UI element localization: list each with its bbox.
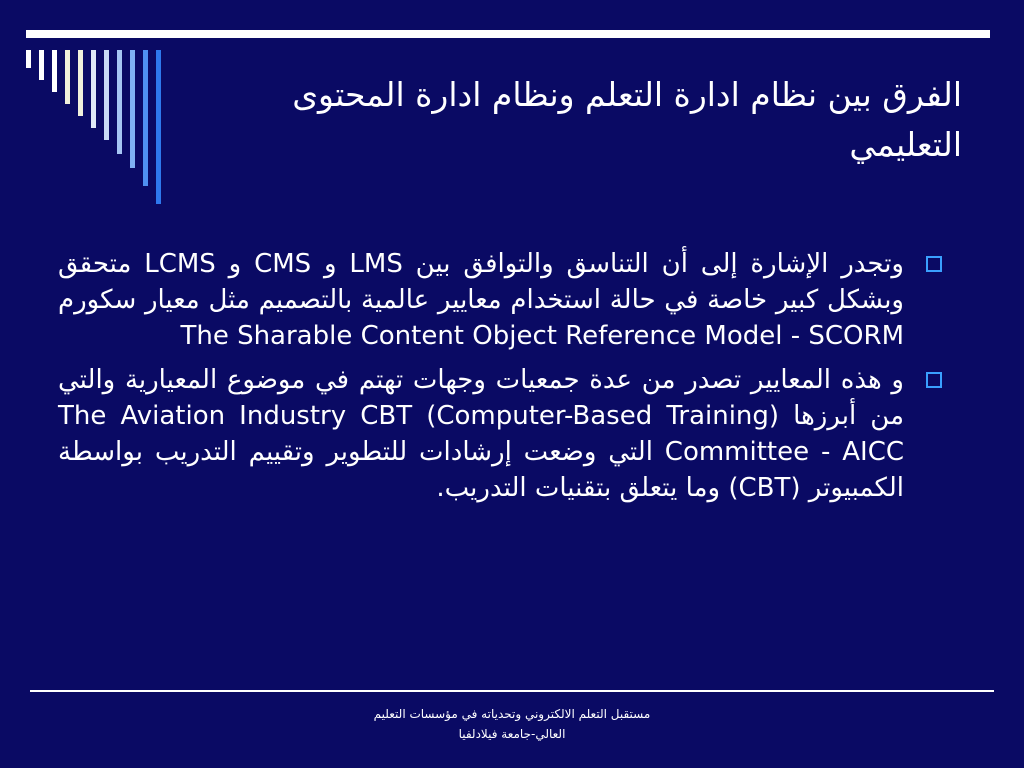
stripe-4	[65, 50, 70, 104]
top-rule	[26, 30, 990, 38]
slide-title: الفرق بين نظام ادارة التعلم ونظام ادارة المحتوى التعليمي	[292, 75, 962, 164]
slide-body	[58, 246, 946, 514]
stripe-7	[104, 50, 109, 140]
bullet-text: و هذه المعايير تصدر من عدة جمعيات وجهات تهتم في موضوع المعيارية والتي من أبرزها The Aviation Industry CBT (Computer-Based Training) Committee - AICC التي وضعت إرشادات للتطوير وتقييم التدريب بواسطة الكمبيوتر (CBT) وما يتعلق بتقنيات التدريب.	[58, 365, 905, 503]
stripe-11	[156, 50, 161, 204]
bullet-item	[58, 246, 946, 354]
decorative-stripes	[26, 50, 166, 210]
slide-footer	[300, 704, 724, 744]
bullet-text: وتجدر الإشارة إلى أن التناسق والتوافق بين LMS و CMS و LCMS متحقق وبشكل كبير خاصة في حالة استخدام معايير عالمية بالتصميم مثل معيار سكورم The Sharable Content Object Reference Model - SCORM	[58, 249, 904, 351]
hollow-square-icon	[926, 372, 942, 388]
stripe-1	[26, 50, 31, 68]
footer-line-2: العالي-جامعة فيلادلفيا	[458, 727, 566, 741]
stripe-8	[117, 50, 122, 154]
stripe-6	[91, 50, 96, 128]
stripe-10	[143, 50, 148, 186]
hollow-square-icon	[926, 256, 942, 272]
bullet-item	[58, 362, 946, 506]
stripe-2	[39, 50, 44, 80]
stripe-3	[52, 50, 57, 92]
stripe-5	[78, 50, 83, 116]
bottom-rule	[30, 690, 994, 692]
footer-line-1: مستقبل التعلم الالكتروني وتحدياته في مؤسسات التعليم	[373, 707, 651, 721]
stripe-9	[130, 50, 135, 168]
